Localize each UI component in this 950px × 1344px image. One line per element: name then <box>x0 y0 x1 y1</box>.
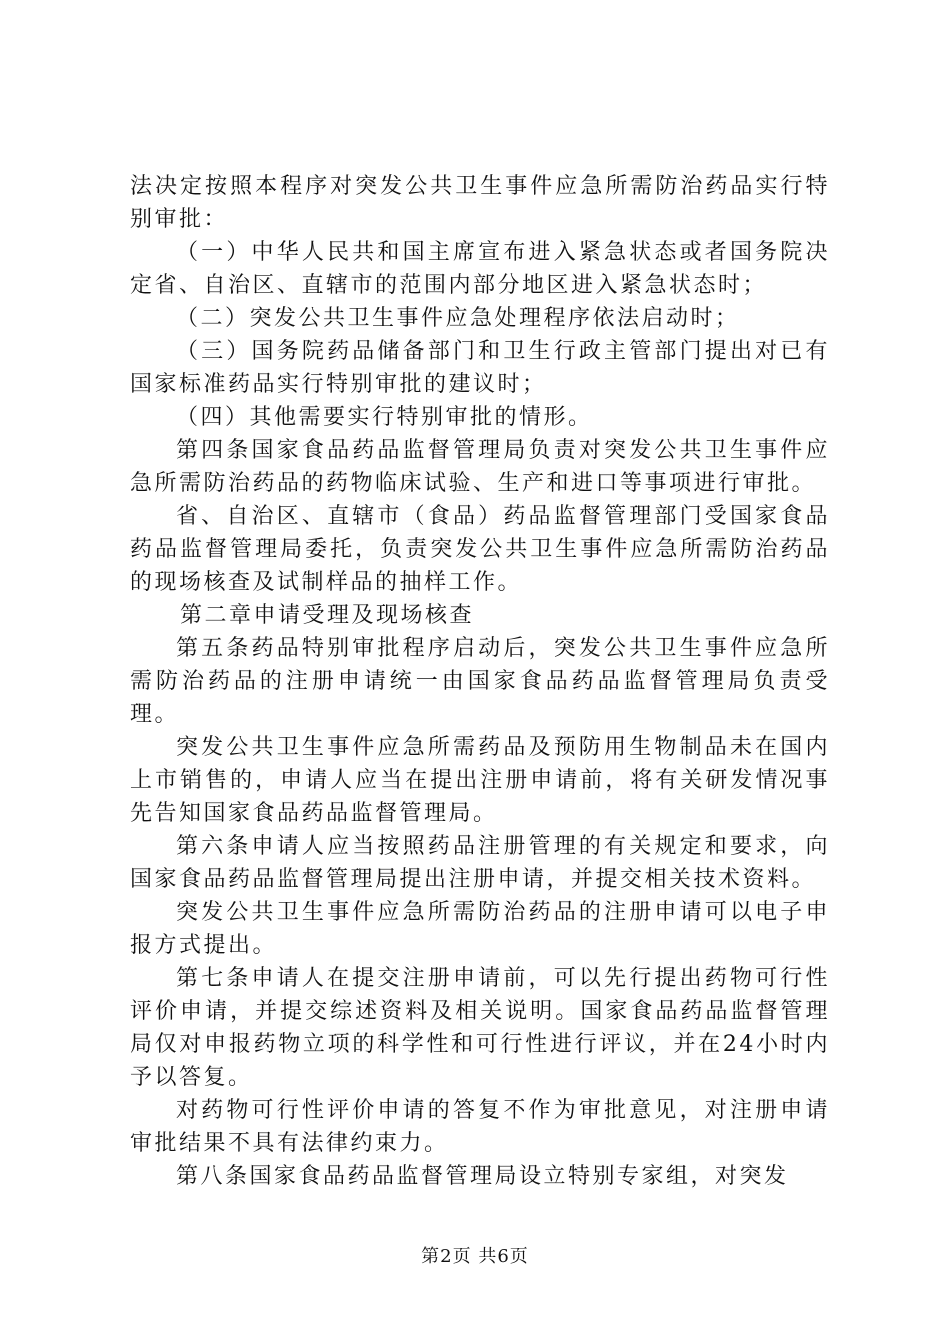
paragraph: 第七条申请人在提交注册申请前，可以先行提出药物可行性评价申请，并提交综述资料及相关说明。国家食品药品监督管理局仅对申报药物立项的科学性和可行性进行评议，并在24小时内予以答复。 <box>130 966 830 1090</box>
chapter-heading: 第二章申请受理及现场核查 <box>180 603 475 628</box>
paragraph: 第六条申请人应当按照药品注册管理的有关规定和要求，向国家食品药品监督管理局提出注册申请，并提交相关技术资料。 <box>130 834 830 892</box>
paragraph: （三）国务院药品储备部门和卫生行政主管部门提出对已有国家标准药品实行特别审批的建议时； <box>130 339 830 397</box>
paragraph: （一）中华人民共和国主席宣布进入紧急状态或者国务院决定省、自治区、直辖市的范围内部分地区进入紧急状态时； <box>130 240 830 298</box>
paragraph: （四）其他需要实行特别审批的情形。 <box>176 405 593 430</box>
paragraph: 法决定按照本程序对突发公共卫生事件应急所需防治药品实行特别审批： <box>130 174 830 232</box>
document-body <box>130 170 830 1193</box>
paragraph: 对药物可行性评价申请的答复不作为审批意见，对注册申请审批结果不具有法律约束力。 <box>130 1098 830 1156</box>
paragraph: （二）突发公共卫生事件应急处理程序依法启动时； <box>176 306 740 331</box>
paragraph: 突发公共卫生事件应急所需防治药品的注册申请可以电子申报方式提出。 <box>130 900 830 958</box>
paragraph: 省、自治区、直辖市（食品）药品监督管理部门受国家食品药品监督管理局委托，负责突发公共卫生事件应急所需防治药品的现场核查及试制样品的抽样工作。 <box>130 504 830 595</box>
paragraph: 第八条国家食品药品监督管理局设立特别专家组，对突发 <box>176 1164 789 1189</box>
page-number: 第2页 共6页 <box>421 1246 529 1267</box>
paragraph: 第五条药品特别审批程序启动后，突发公共卫生事件应急所需防治药品的注册申请统一由国家食品药品监督管理局负责受理。 <box>130 636 830 727</box>
page-footer <box>0 1242 950 1268</box>
paragraph: 突发公共卫生事件应急所需药品及预防用生物制品未在国内上市销售的，申请人应当在提出注册申请前，将有关研发情况事先告知国家食品药品监督管理局。 <box>130 735 830 826</box>
paragraph: 第四条国家食品药品监督管理局负责对突发公共卫生事件应急所需防治药品的药物临床试验、生产和进口等事项进行审批。 <box>130 438 830 496</box>
